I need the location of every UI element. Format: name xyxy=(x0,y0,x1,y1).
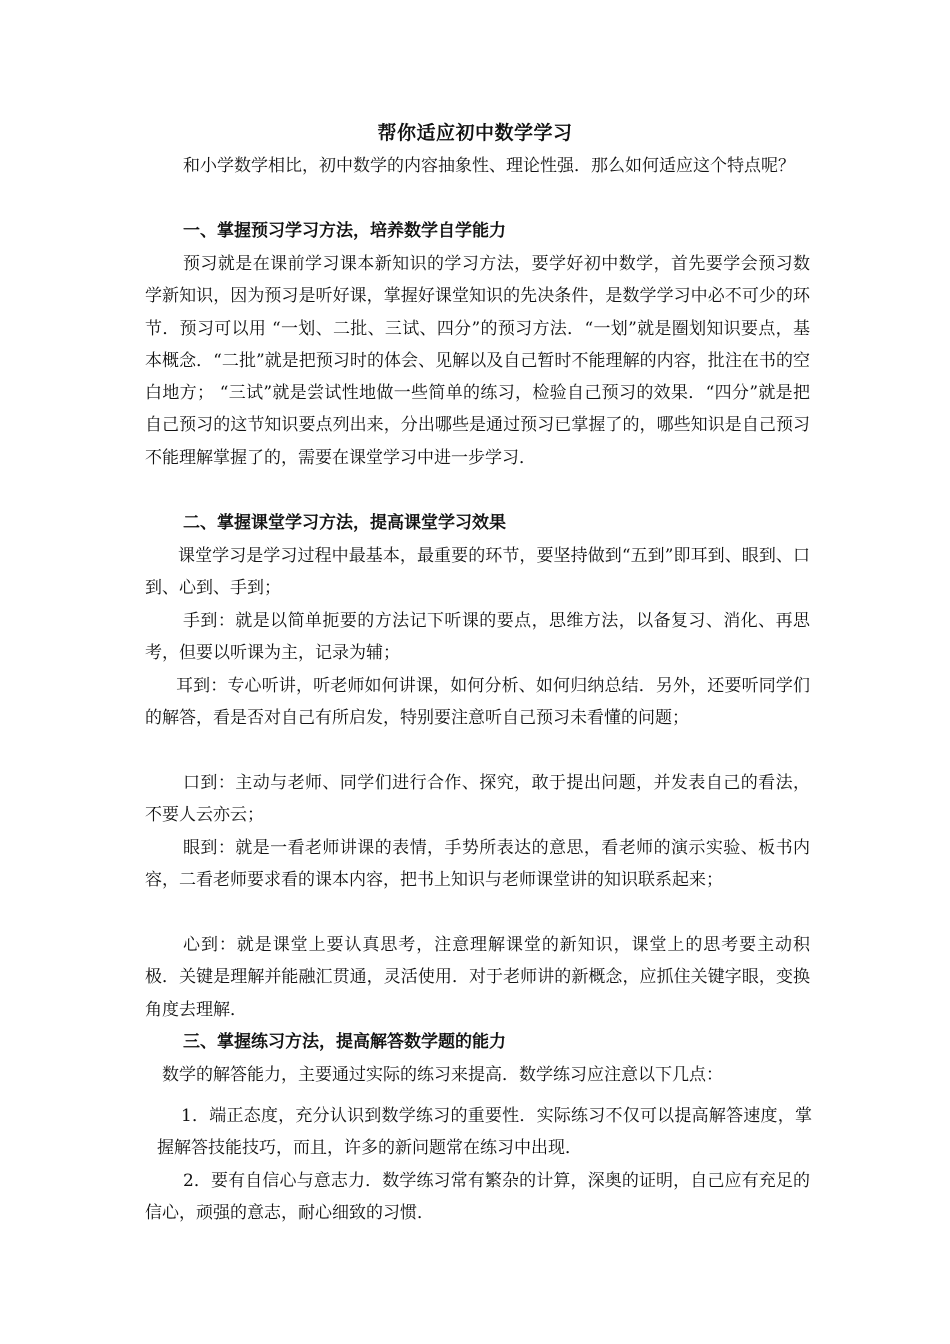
section1-heading: 一、掌握预习学习方法，培养数学自学能力 xyxy=(183,221,506,241)
section3-intro: 数学的解答能力，主要通过实际的练习来提高．数学练习应注意以下几点： xyxy=(162,1065,723,1085)
section2-heading: 二、掌握课堂学习方法，提高课堂学习效果 xyxy=(183,513,506,533)
section3-point2: 2．要有自信心与意志力．数学练习常有繁杂的计算，深奥的证明，自己应有充足的信心，顽强的意志，耐心细致的习惯． xyxy=(145,1171,810,1224)
section2-mouth: 口到：主动与老师、同学们进行合作、探究，敢于提出问题，并发表自己的看法，不要人云亦云； xyxy=(145,773,810,826)
page-title: 帮你适应初中数学学习 xyxy=(377,122,573,144)
section2-heart: 心到：就是课堂上要认真思考，注意理解课堂的新知识，课堂上的思考要主动积极．关键是理解并能融汇贯通，灵活使用．对于老师讲的新概念，应抓住关键字眼，变换角度去理解． xyxy=(145,935,810,1020)
section1-body: 预习就是在课前学习课本新知识的学习方法，要学好初中数学，首先要学会预习数学新知识，因为预习是听好课，掌握好课堂知识的先决条件，是数学学习中必不可少的环节．预习可以用 “一划、二批、三试、四分”的预习方法．“一划”就是圈划知识要点，基本概念．“二批”就是把预习时的体会、见解以及自己暂时不能理解的内容，批注在书的空白地方； “三试”就是尝试性地做一些简单的练习，检验自己预习的效果．“四分”就是把自己预习的这节知识要点列出来，分出哪些是通过预习已掌握了的，哪些知识是自己预习不能理解掌握了的，需要在课堂学习中进一步学习． xyxy=(145,254,810,468)
section3-point1: 1．端正态度，充分认识到数学练习的重要性．实际练习不仅可以提高解答速度，掌握解答技能技巧，而且，许多的新问题常在练习中出现． xyxy=(157,1106,812,1159)
section3-heading: 三、掌握练习方法，提高解答数学题的能力 xyxy=(183,1032,506,1052)
section2-intro: 课堂学习是学习过程中最基本，最重要的环节，要坚持做到“五到”即耳到、眼到、口到、心到、手到； xyxy=(145,546,810,599)
section2-eye: 眼到：就是一看老师讲课的表情，手势所表达的意思，看老师的演示实验、板书内容，二看老师要求看的课本内容，把书上知识与老师课堂讲的知识联系起来； xyxy=(145,838,810,891)
section2-ear: 耳到：专心听讲，听老师如何讲课，如何分析、如何归纳总结．另外，还要听同学们的解答，看是否对自己有所启发，特别要注意听自己预习未看懂的问题； xyxy=(145,676,810,729)
section2-hand: 手到：就是以简单扼要的方法记下听课的要点，思维方法，以备复习、消化、再思考，但要以听课为主，记录为辅； xyxy=(145,611,810,664)
intro-paragraph: 和小学数学相比，初中数学的内容抽象性、理论性强．那么如何适应这个特点呢？ xyxy=(183,156,795,176)
